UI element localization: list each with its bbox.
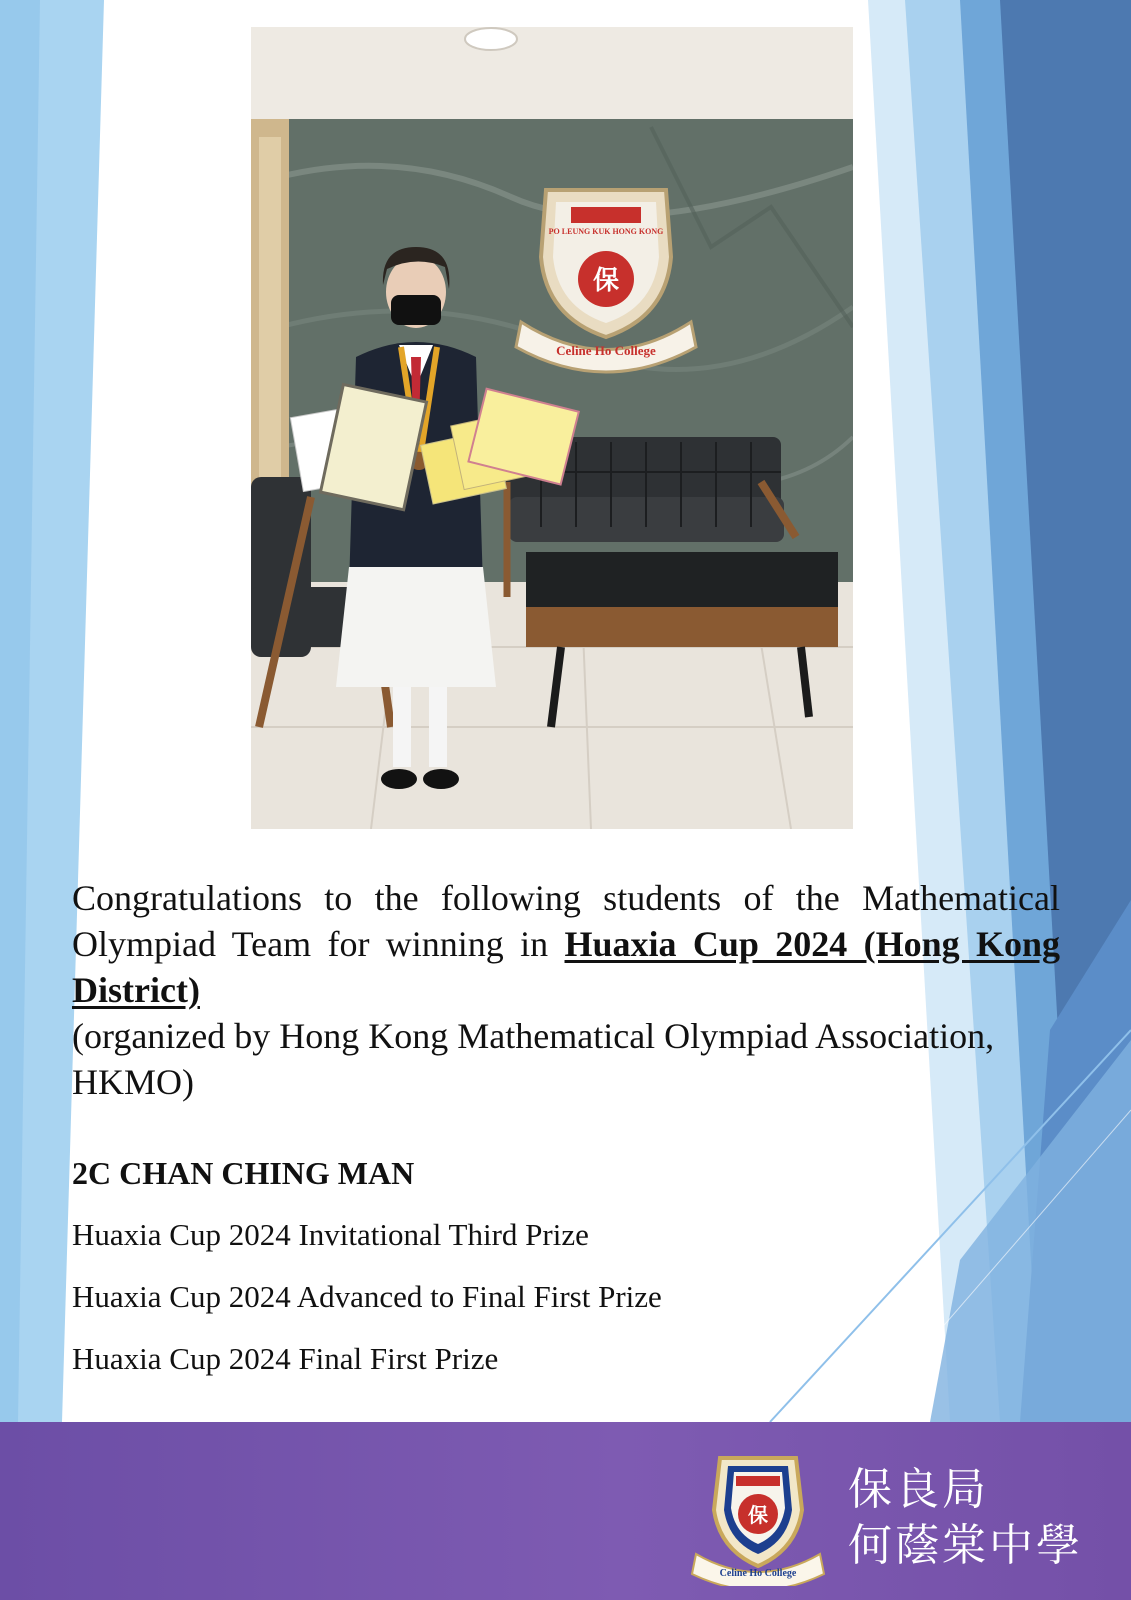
svg-text:保: 保 (748, 1503, 768, 1527)
student-name: 2C CHAN CHING MAN (72, 1155, 415, 1191)
award-list (72, 1215, 662, 1401)
award-photo (251, 27, 853, 829)
award-item: Huaxia Cup 2024 Invitational Third Prize (72, 1217, 589, 1252)
school-name-line2: 何蔭棠中學 (848, 1520, 1083, 1571)
svg-text:保: 保 (592, 266, 620, 296)
footer-banner (0, 1422, 1131, 1600)
award-item: Huaxia Cup 2024 Advanced to Final First Prize (72, 1279, 662, 1314)
intro-text: Congratulations to the following students of the Mathematical Olympiad Team for winning in (72, 878, 1060, 964)
event-name: Huaxia Cup 2024 (Hong Kong District) (72, 924, 1061, 1010)
crest-caption: Celine Ho College (556, 343, 656, 358)
footer-crest-logo (690, 1450, 826, 1586)
award-item: Huaxia Cup 2024 Final First Prize (72, 1341, 499, 1376)
crest-top-caption: PO LEUNG KUK HONG KONG (548, 227, 664, 236)
footer-crest-caption: Celine Ho College (719, 1568, 797, 1579)
announcement-intro (72, 875, 1060, 1013)
school-name-line1: 保良局 (848, 1464, 989, 1515)
school-name (848, 1462, 1083, 1574)
organizer-text: (organized by Hong Kong Mathematical Olympiad Association, HKMO) (72, 1016, 995, 1102)
announcement (72, 875, 1060, 1105)
